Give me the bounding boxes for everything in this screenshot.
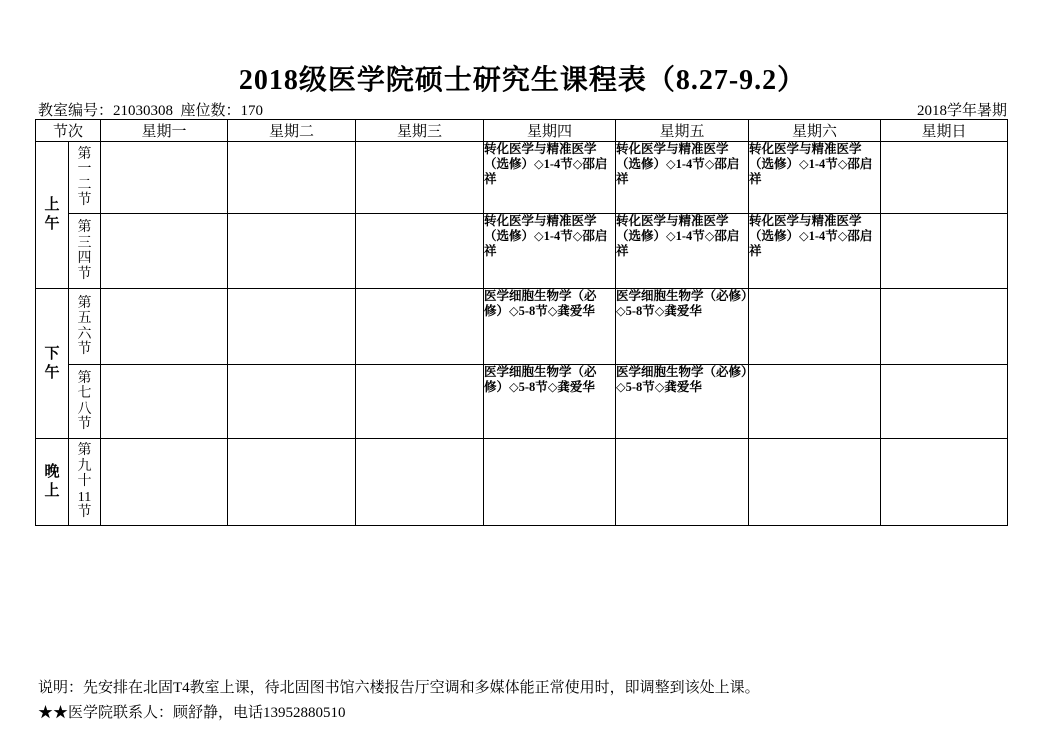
course-cell-sat-r2: 转化医学与精准医学（选修）◇1-4节◇邵启祥: [749, 214, 881, 289]
row-periods-1-2: [36, 142, 1008, 214]
course-cell-fri-r4: 医学细胞生物学（必修）◇5-8节◇龚爱华: [616, 365, 749, 439]
slot-sun-r3: [881, 289, 1008, 365]
course-cell-fri-r2: 转化医学与精准医学（选修）◇1-4节◇邵启祥: [616, 214, 749, 289]
day-header-monday: 星期一: [101, 120, 228, 142]
course-cell-thu-r3: 医学细胞生物学（必修）◇5-8节◇龚爱华: [484, 289, 616, 365]
period-label-1-2: [69, 142, 101, 214]
course-cell-thu-r1: 转化医学与精准医学（选修）◇1-4节◇邵启祥: [484, 142, 616, 214]
slot-wed-r3: [356, 289, 484, 365]
period-label-3-4: [69, 214, 101, 289]
period-label-5-6: [69, 289, 101, 365]
course-cell-sat-r1: 转化医学与精准医学（选修）◇1-4节◇邵启祥: [749, 142, 881, 214]
period-label-9-11: [69, 439, 101, 526]
slot-mon-r2: [101, 214, 228, 289]
room-info: 教室编号：21030308 座位数：170: [38, 103, 264, 119]
row-periods-3-4: [36, 214, 1008, 289]
slot-tue-r5: [228, 439, 356, 526]
row-periods-7-8: [36, 365, 1008, 439]
slot-sat-r5: [749, 439, 881, 526]
row-periods-9-11: [36, 439, 1008, 526]
header-row: [36, 120, 1008, 142]
session-label-text: 下午: [44, 345, 60, 381]
period-label-7-8: [69, 365, 101, 439]
slot-sat-r3: [749, 289, 881, 365]
info-row: [38, 99, 1007, 120]
slot-fri-r5: [616, 439, 749, 526]
session-label-afternoon: [36, 289, 69, 439]
session-label-evening: [36, 439, 69, 526]
slot-wed-r5: [356, 439, 484, 526]
slot-mon-r1: [101, 142, 228, 214]
slot-sun-r4: [881, 365, 1008, 439]
period-label-text: 第七八节: [77, 370, 92, 432]
session-label-text: 上午: [44, 197, 60, 232]
course-schedule-table: [35, 119, 1008, 526]
day-header-tuesday: 星期二: [228, 120, 356, 142]
course-cell-fri-r1: 转化医学与精准医学（选修）◇1-4节◇邵启祥: [616, 142, 749, 214]
explanation-note: 说明：先安排在北固T4教室上课，待北固图书馆六楼报告厅空调和多媒体能正常使用时，即调整到该处上课。: [38, 680, 760, 696]
course-cell-thu-r4: 医学细胞生物学（必修）◇5-8节◇龚爱华: [484, 365, 616, 439]
slot-wed-r1: [356, 142, 484, 214]
slot-tue-r2: [228, 214, 356, 289]
session-label-text: 晚上: [44, 464, 60, 499]
contact-note: ★★医学院联系人：顾舒静，电话13952880510: [38, 705, 346, 721]
slot-sun-r5: [881, 439, 1008, 526]
course-cell-thu-r2: 转化医学与精准医学（选修）◇1-4节◇邵启祥: [484, 214, 616, 289]
slot-sat-r4: [749, 365, 881, 439]
day-header-saturday: 星期六: [749, 120, 881, 142]
slot-sun-r1: [881, 142, 1008, 214]
slot-mon-r5: [101, 439, 228, 526]
term-label: 2018学年暑期: [916, 103, 1007, 119]
period-label-text: 第三四节: [77, 220, 92, 282]
slot-sun-r2: [881, 214, 1008, 289]
period-label-text: 第五六节: [77, 295, 92, 357]
slot-mon-r3: [101, 289, 228, 365]
corner-header: 节次: [36, 120, 101, 142]
slot-wed-r2: [356, 214, 484, 289]
period-label-text: 第一二节: [77, 146, 92, 208]
course-cell-fri-r3: 医学细胞生物学（必修）◇5-8节◇龚爱华: [616, 289, 749, 365]
day-header-friday: 星期五: [616, 120, 749, 142]
day-header-sunday: 星期日: [881, 120, 1008, 142]
slot-wed-r4: [356, 365, 484, 439]
row-periods-5-6: [36, 289, 1008, 365]
slot-mon-r4: [101, 365, 228, 439]
day-header-thursday: 星期四: [484, 120, 616, 142]
slot-tue-r4: [228, 365, 356, 439]
session-label-morning: [36, 142, 69, 289]
day-header-wednesday: 星期三: [356, 120, 484, 142]
slot-tue-r1: [228, 142, 356, 214]
slot-thu-r5: [484, 439, 616, 526]
period-label-text: 第九十11节: [77, 443, 92, 521]
slot-tue-r3: [228, 289, 356, 365]
page-title: 2018级医学院硕士研究生课程表（8.27-9.2）: [238, 65, 807, 96]
